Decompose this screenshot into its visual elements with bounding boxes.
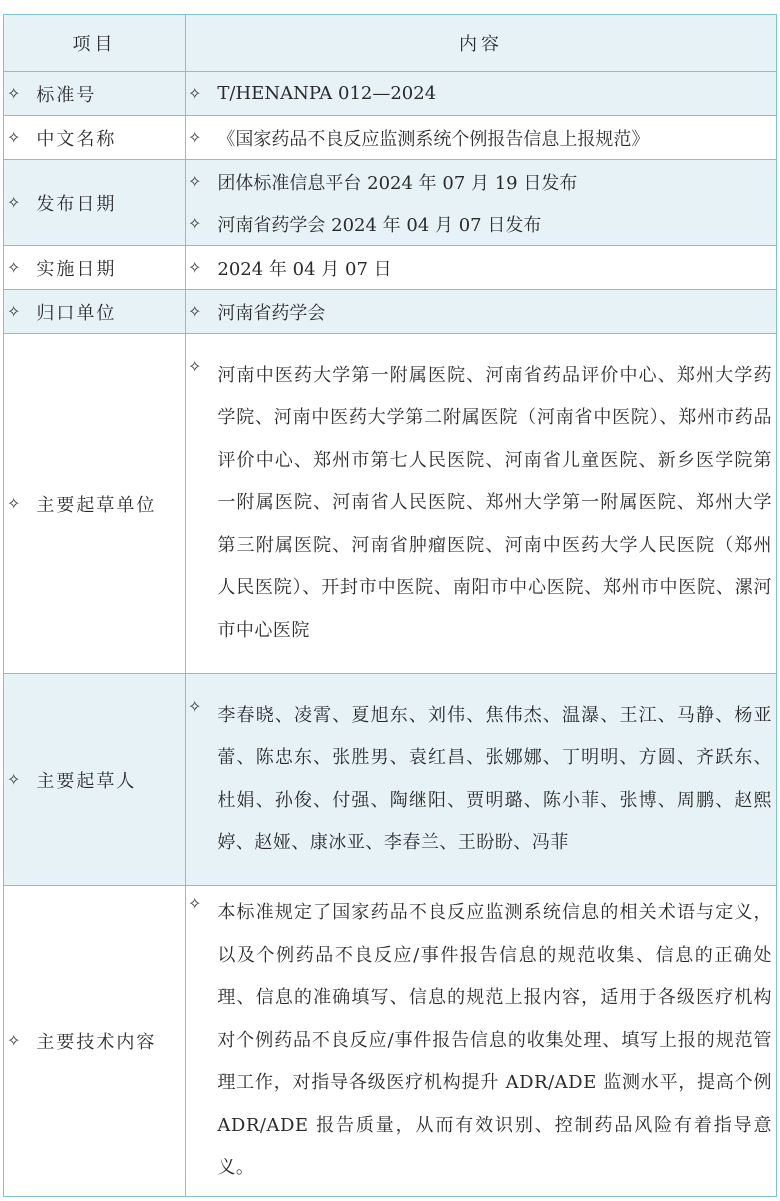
diamond-bullet-icon: ✧ (7, 494, 23, 513)
row-label: 发布日期 (36, 193, 117, 215)
row-chinese-name (4, 116, 777, 160)
row-label: 主要起草人 (36, 770, 137, 792)
diamond-bullet-icon: ✧ (7, 1031, 23, 1051)
diamond-bullet-icon: ✧ (7, 84, 23, 103)
table-header-row (4, 15, 777, 72)
header-content: 内容 (186, 15, 777, 72)
diamond-bullet-icon: ✧ (188, 894, 202, 913)
row-drafting-units (4, 334, 777, 674)
diamond-bullet-icon: ✧ (188, 696, 202, 716)
row-value: 2024 年 04 月 07 日 (217, 258, 392, 280)
header-item: 项目 (4, 15, 186, 72)
standard-info-table (3, 14, 777, 1197)
row-label: 主要技术内容 (36, 1031, 157, 1053)
row-paragraph: 李春晓、凌霄、夏旭东、刘伟、焦伟杰、温瀑、王江、马静、杨亚蕾、陈忠东、张胜男、袁红昌、张娜娜、丁明明、方圆、齐跃东、杜娟、孙俊、付强、陶继阳、贾明璐、陈小菲、张博、周鹏、赵熙婷、赵娅、康冰亚、李春兰、王盼盼、冯菲 (217, 704, 772, 853)
diamond-bullet-icon: ✧ (188, 84, 202, 103)
diamond-bullet-icon: ✧ (188, 214, 202, 233)
diamond-bullet-icon: ✧ (7, 193, 23, 212)
row-drafters (4, 674, 777, 886)
diamond-bullet-icon: ✧ (188, 302, 202, 321)
diamond-bullet-icon: ✧ (7, 258, 23, 277)
diamond-bullet-icon: ✧ (188, 172, 202, 191)
diamond-bullet-icon: ✧ (188, 128, 202, 147)
row-paragraph: 河南中医药大学第一附属医院、河南省药品评价中心、郑州大学药学院、河南中医药大学第二附属医院（河南省中医院）、郑州市药品评价中心、郑州市第七人民医院、河南省儿童医院、新乡医学院第一附属医院、河南省人民医院、郑州大学第一附属医院、郑州大学第三附属医院、河南省肿瘤医院、河南中医药大学人民医院（郑州人民医院）、开封市中医院、南阳市中心医院、郑州市中医院、漯河市中心医院 (217, 364, 772, 641)
row-label: 实施日期 (36, 258, 117, 280)
row-responsible-unit (4, 290, 777, 334)
diamond-bullet-icon: ✧ (7, 128, 23, 147)
diamond-bullet-icon: ✧ (7, 302, 23, 321)
diamond-bullet-icon: ✧ (188, 258, 202, 277)
row-label: 归口单位 (36, 302, 117, 324)
row-label: 标准号 (36, 84, 97, 106)
row-technical-content (4, 886, 777, 1197)
row-value: T/HENANPA 012—2024 (217, 83, 437, 104)
row-value: 《国家药品不良反应监测系统个例报告信息上报规范》 (217, 128, 650, 150)
diamond-bullet-icon: ✧ (7, 770, 23, 789)
row-label: 主要起草单位 (36, 494, 157, 516)
row-implementation-date (4, 246, 777, 290)
row-standard-number (4, 72, 777, 116)
row-paragraph: 本标准规定了国家药品不良反应监测系统信息的相关术语与定义，以及个例药品不良反应/事件报告信息的规范收集、信息的正确处理、信息的准确填写、信息的规范上报内容，适用于各级医疗机构对个例药品不良反应/事件报告信息的收集处理、填写上报的规范管理工作，对指导各级医疗机构提升 ADR/ADE 监测水平，提高个例 ADR/ADE 报告质量，从而有效识别、控制药品风险有着指导意义。 (217, 902, 772, 1178)
row-value: 河南省药学会 2024 年 04 月 07 日发布 (217, 214, 542, 236)
row-label: 中文名称 (36, 128, 117, 150)
row-value: 团体标准信息平台 2024 年 07 月 19 日发布 (217, 172, 578, 194)
row-release-date (4, 160, 777, 246)
row-value: 河南省药学会 (217, 302, 326, 324)
diamond-bullet-icon: ✧ (188, 356, 202, 376)
